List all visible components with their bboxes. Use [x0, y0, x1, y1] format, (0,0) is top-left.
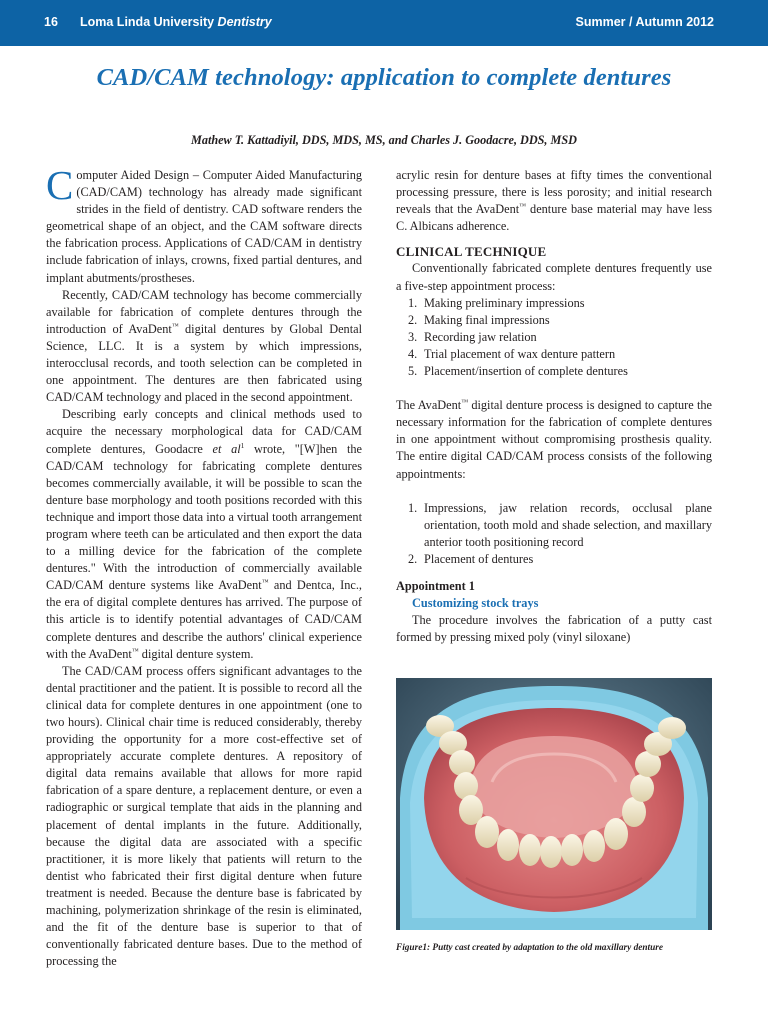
- list-item: 3. Recording jaw relation: [408, 329, 537, 344]
- left-column: [46, 162, 363, 970]
- reference-superscript: 1: [240, 440, 245, 450]
- list-item: 2. Making final impressions: [408, 312, 550, 327]
- appointment-heading: Appointment 1: [396, 578, 475, 593]
- paragraph: Describing early concepts and clinical methods used to acquire the necessary morphological data for CAD/CAM complete dentures, Goodacre et $al^1$ wrote, "[W]hen the CAD/CAM technology for fabricating complete dentures becomes commercially available, it will be possible to scan the denture base morphology and tooth positions recorded with this technique and import those data into a virtual tooth arrangement program where teeth can be articulated and then export the data to a milling device for the fabrication of the complete dentures." With the introduction of commercially available CAD/CAM denture systems like AvaDent™ and Dentca, Inc., the era of digital complete dentures has arrived. The purpose of this article is to identify potential advantages of CAD/CAM complete dentures and describe the authors' clinical experience with the AvaDent™ digital denture system.: [46, 407, 363, 661]
- paragraph: The AvaDent™ digital denture process is designed to capture the necessary information for the fabrication of complete dentures in one appointment without compromising prosthesis quality. The entire digital CAD/CAM process consists of the following appointments:: [396, 398, 712, 481]
- paragraph: The procedure involves the fabrication of a putty cast formed by pressing mixed poly (vinyl siloxane): [396, 613, 712, 645]
- list-item: 4. Trial placement of wax denture pattern: [408, 346, 616, 361]
- article-authors: Mathew T. Kattadiyil, DDS, MDS, MS, and Charles J. Goodacre, DDS, MSD: [191, 133, 577, 147]
- right-column: [396, 167, 712, 646]
- paragraph: Recently, CAD/CAM technology has become commercially available for fabrication of complete dentures through the introduction of AvaDent™ digital dentures by Global Dental Science, LLC. It is a system by which impressions, interocclusal records, and tooth selection can be completed in one appointment. The dentures are then fabricated using CAD/CAM technology and placed in the second appointment.: [46, 287, 362, 405]
- figure-caption: Figure1: Putty cast created by adaptation to the old maxillary denture: [396, 943, 664, 953]
- paragraph: Conventionally fabricated complete dentures frequently use a five-step appointment process:: [396, 261, 712, 293]
- paragraph: The CAD/CAM process offers significant advantages to the dental practitioner and the patient. It is possible to record all the clinical data for complete dentures in one appointment (one to two hours). Clinical chair time is reduced considerably, thereby providing the opportunity for a more cost-effective set of appropriately accurate complete dentures. A repository of digital data remains available that allows for more rapid fabrication of a spare denture, a replacement denture, or even a radiographic or surgical template that aids in the planning and placement of dental implants in the future. Additionally, because the digital data are associated with a specific practitioner, it is more likely that patients will return to the dentist who fabricated their first digital denture when future treatment is needed. Because the denture base is fabricated by machining, polymerization shrinkage of the resin is eliminated, and the fit of the denture base is superior to that of conventionally fabricated denture bases. Due to the method of processing the: [46, 663, 362, 969]
- issue-label: Summer / Autumn 2012: [575, 15, 714, 29]
- five-step-list: [396, 295, 712, 380]
- denture-illustration: [396, 678, 712, 930]
- list-item: 5. Placement/insertion of complete dentures: [408, 364, 628, 379]
- section-heading: CLINICAL TECHNIQUE: [396, 244, 547, 260]
- drop-cap: C: [46, 162, 74, 208]
- list-item: 1. Impressions, jaw relation records, occlusal plane orientation, tooth mold and shade selection, and maxillary anterior tooth positioning record: [408, 500, 712, 549]
- list-item: 2. Placement of dentures: [408, 551, 534, 566]
- appointment-list: [396, 500, 712, 568]
- paragraph: acrylic resin for denture bases at fifty times the conventional processing pressure, there is less porosity; and initial research reveals that the AvaDent™ denture base material may have less C. Albicans adherence.: [396, 168, 712, 234]
- list-item: 1. Making preliminary impressions: [408, 295, 585, 310]
- publication-name: Loma Linda University Dentistry: [80, 15, 272, 29]
- page-number: 16: [44, 15, 58, 29]
- page-header: [0, 0, 768, 46]
- subsection-heading: Customizing stock trays: [412, 596, 539, 611]
- intro-paragraph: Computer Aided Design – Computer Aided Manufacturing (CAD/CAM) technology has already made significant strides in the field of dentistry. CAD software renders the geometrical shape of an object, and the CAM software directs the fabrication process. Applications of CAD/CAM in dentistry include fabrication of inlays, crowns, fixed partial dentures, and implant abutments/prostheses.: [46, 162, 362, 285]
- figure-photo: [396, 678, 712, 930]
- article-title: CAD/CAM technology: application to complete dentures: [96, 64, 672, 91]
